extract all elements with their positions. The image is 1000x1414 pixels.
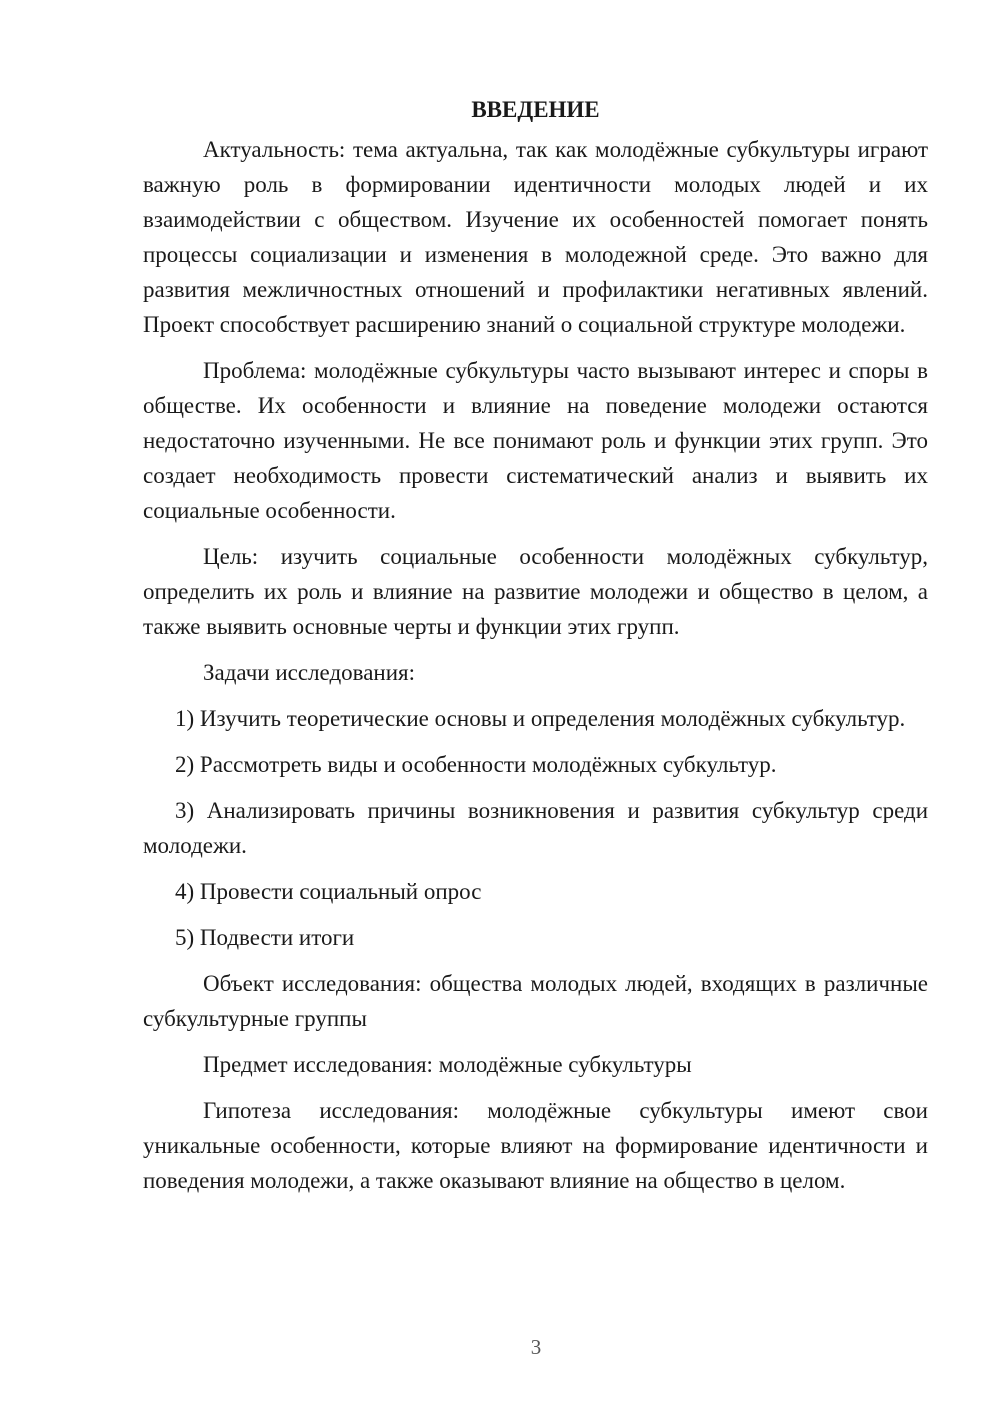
problem-paragraph: Проблема: молодёжные субкультуры часто вызывают интерес и споры в обществе. Их особенности и влияние на поведение молодежи остаются недостаточно изученными. Не все понимают роль и функции этих групп. Это создает необходимость провести систематический анализ и выявить их социальные особенности. — [143, 358, 928, 523]
task-item-2: 2) Рассмотреть виды и особенности молодёжных субкультур. — [175, 752, 777, 777]
relevance-paragraph: Актуальность: тема актуальна, так как молодёжные субкультуры играют важную роль в формировании идентичности молодых людей и их взаимодействии с обществом. Изучение их особенностей помогает понять процессы социализации и изменения в молодежной среде. Это важно для развития межличностных отношений и профилактики негативных явлений. Проект способствует расширению знаний о социальной структуре молодежи. — [143, 137, 928, 337]
task-item-5: 5) Подвести итоги — [175, 925, 355, 950]
research-object: Объект исследования: общества молодых людей, входящих в различные субкультурные группы — [143, 971, 928, 1031]
goal-paragraph: Цель: изучить социальные особенности молодёжных субкультур, определить их роль и влияние на развитие молодежи и общество в целом, а также выявить основные черты и функции этих групп. — [143, 544, 928, 639]
page-number: 3 — [530, 1335, 542, 1359]
document-page — [143, 92, 928, 1209]
task-item-1: 1) Изучить теоретические основы и определения молодёжных субкультур. — [175, 706, 906, 731]
research-hypothesis: Гипотеза исследования: молодёжные субкультуры имеют свои уникальные особенности, которые влияют на формирование идентичности и поведения молодежи, а также оказывают влияние на общество в целом. — [143, 1098, 928, 1193]
task-item-3: 3) Анализировать причины возникновения и развития субкультур среди молодежи. — [143, 798, 928, 858]
task-item-4: 4) Провести социальный опрос — [175, 879, 482, 904]
page-title: ВВЕДЕНИЕ — [471, 97, 600, 122]
research-subject: Предмет исследования: молодёжные субкультуры — [203, 1052, 692, 1077]
tasks-heading: Задачи исследования: — [203, 660, 416, 685]
